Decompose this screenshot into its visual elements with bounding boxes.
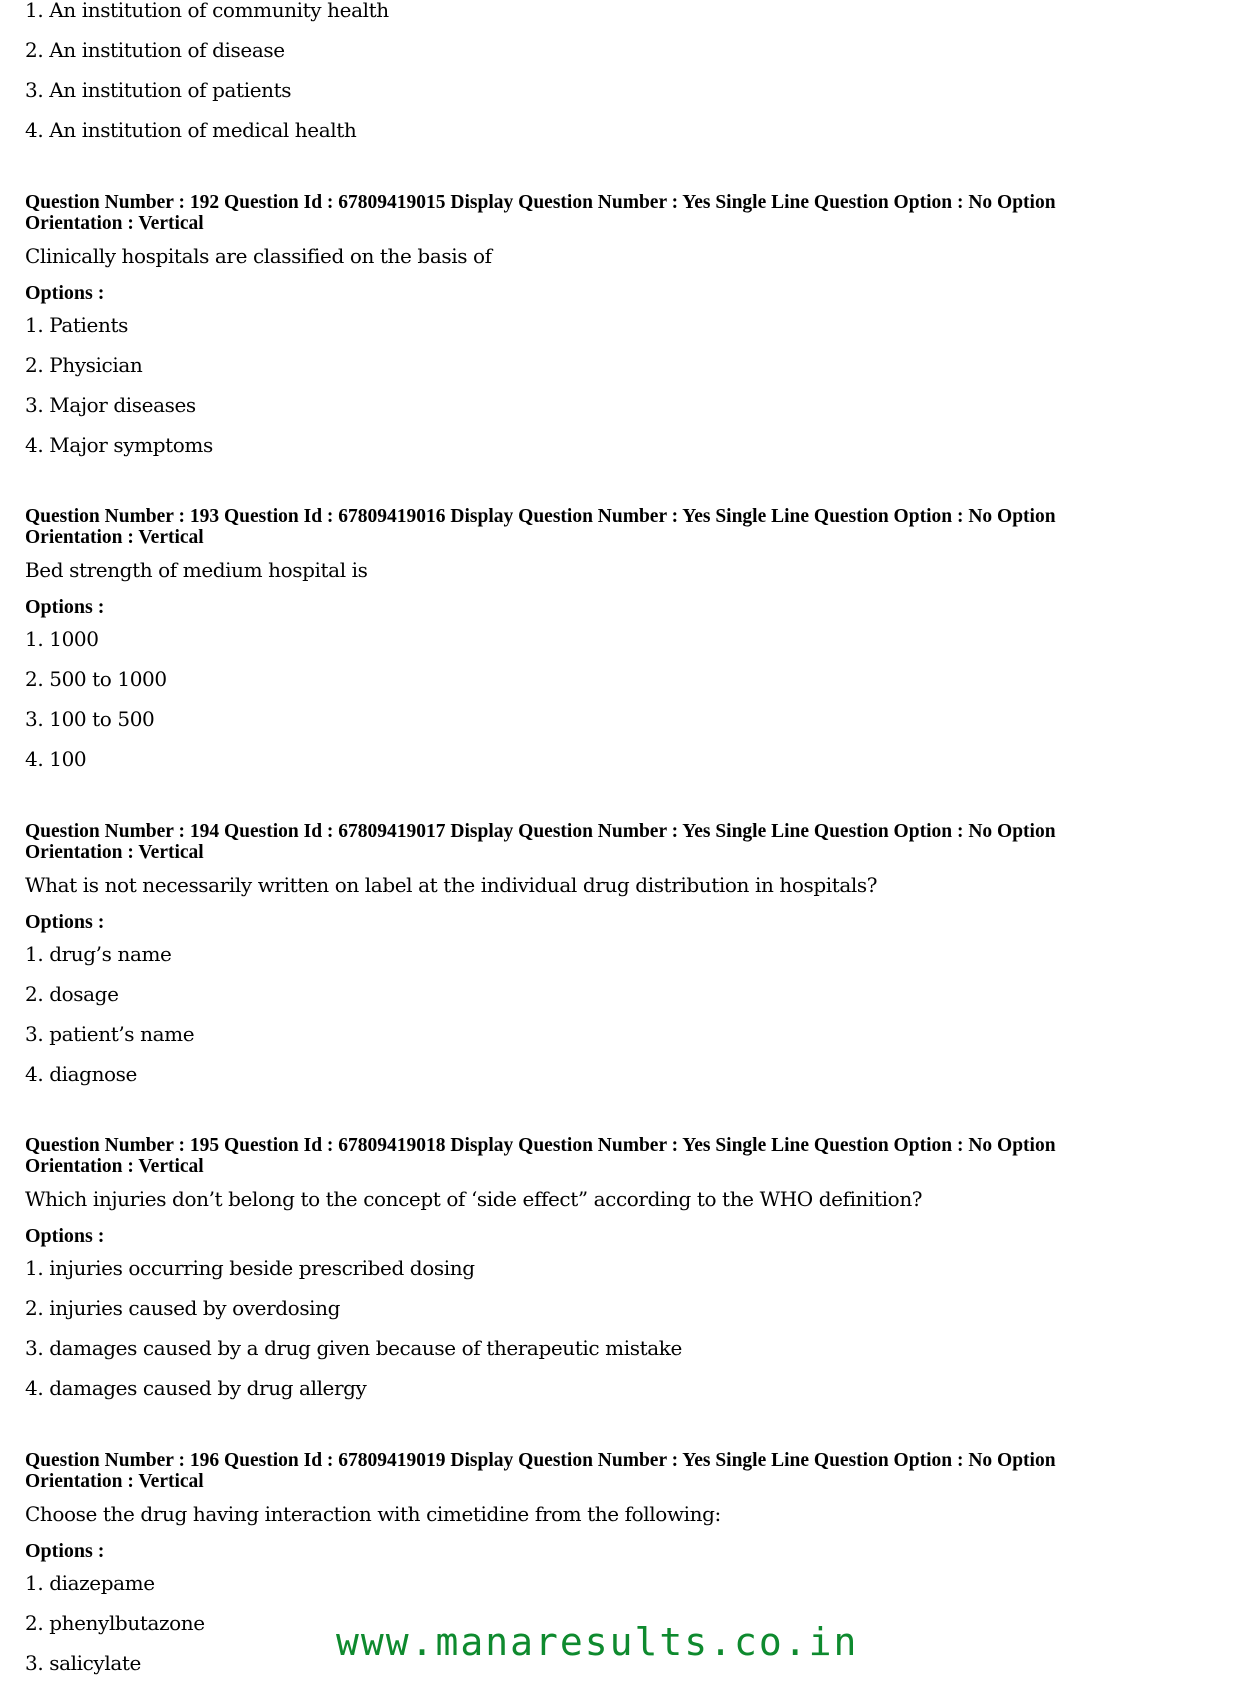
question-195-option-4: 4. damages caused by drug allergy (25, 1376, 367, 1400)
question-192-option-3: 3. Major diseases (25, 393, 196, 417)
question-195-option-2: 2. injuries caused by overdosing (25, 1296, 341, 1320)
question-194-option-2: 2. dosage (25, 982, 119, 1006)
question-192-text: Clinically hospitals are classified on the basis of (25, 244, 492, 268)
carryover-option-4: 4. An institution of medical health (25, 118, 357, 142)
question-196-option-1: 1. diazepame (25, 1571, 155, 1595)
question-196-meta-line1: Question Number : 196 Question Id : 67809419019 Display Question Number : Yes Single Line Question Option : No Option (25, 1450, 1056, 1471)
carryover-option-3: 3. An institution of patients (25, 78, 292, 102)
question-196-option-2: 2. phenylbutazone (25, 1611, 205, 1635)
question-195-meta-line1: Question Number : 195 Question Id : 67809419018 Display Question Number : Yes Single Line Question Option : No Option (25, 1135, 1056, 1156)
question-193-options-label: Options : (25, 596, 105, 618)
question-192-meta-line1: Question Number : 192 Question Id : 67809419015 Display Question Number : Yes Single Line Question Option : No Option (25, 192, 1056, 213)
question-192-option-1: 1. Patients (25, 313, 128, 337)
watermark-url: www.manaresults.co.in (336, 1620, 859, 1664)
question-193-option-1: 1. 1000 (25, 627, 99, 651)
question-195-option-1: 1. injuries occurring beside prescribed dosing (25, 1256, 475, 1280)
question-196-text: Choose the drug having interaction with cimetidine from the following: (25, 1502, 721, 1526)
question-194-option-3: 3. patient’s name (25, 1022, 195, 1046)
question-194-options-label: Options : (25, 911, 105, 933)
question-193-meta-line1: Question Number : 193 Question Id : 67809419016 Display Question Number : Yes Single Line Question Option : No Option (25, 506, 1056, 527)
question-193-text: Bed strength of medium hospital is (25, 558, 368, 582)
question-195-options-label: Options : (25, 1225, 105, 1247)
question-193-option-4: 4. 100 (25, 747, 87, 771)
question-192-meta-line2: Orientation : Vertical (25, 213, 204, 234)
question-195-meta-line2: Orientation : Vertical (25, 1156, 204, 1177)
question-196-options-label: Options : (25, 1540, 105, 1562)
question-193-option-3: 3. 100 to 500 (25, 707, 155, 731)
question-193-meta-line2: Orientation : Vertical (25, 527, 204, 548)
question-195-text: Which injuries don’t belong to the concept of ‘side effect” according to the WHO definition? (25, 1187, 923, 1211)
question-196-option-3: 3. salicylate (25, 1651, 141, 1675)
question-195-option-3: 3. damages caused by a drug given because of therapeutic mistake (25, 1336, 682, 1360)
question-192-option-2: 2. Physician (25, 353, 143, 377)
question-192-options-label: Options : (25, 282, 105, 304)
question-194-meta-line2: Orientation : Vertical (25, 842, 204, 863)
question-194-option-4: 4. diagnose (25, 1062, 137, 1086)
carryover-option-1: 1. An institution of community health (25, 0, 389, 22)
question-193-option-2: 2. 500 to 1000 (25, 667, 167, 691)
question-194-option-1: 1. drug’s name (25, 942, 172, 966)
question-194-text: What is not necessarily written on label at the individual drug distribution in hospitals? (25, 873, 878, 897)
carryover-option-2: 2. An institution of disease (25, 38, 285, 62)
question-192-option-4: 4. Major symptoms (25, 433, 213, 457)
question-194-meta-line1: Question Number : 194 Question Id : 67809419017 Display Question Number : Yes Single Line Question Option : No Option (25, 821, 1056, 842)
question-196-meta-line2: Orientation : Vertical (25, 1471, 204, 1492)
